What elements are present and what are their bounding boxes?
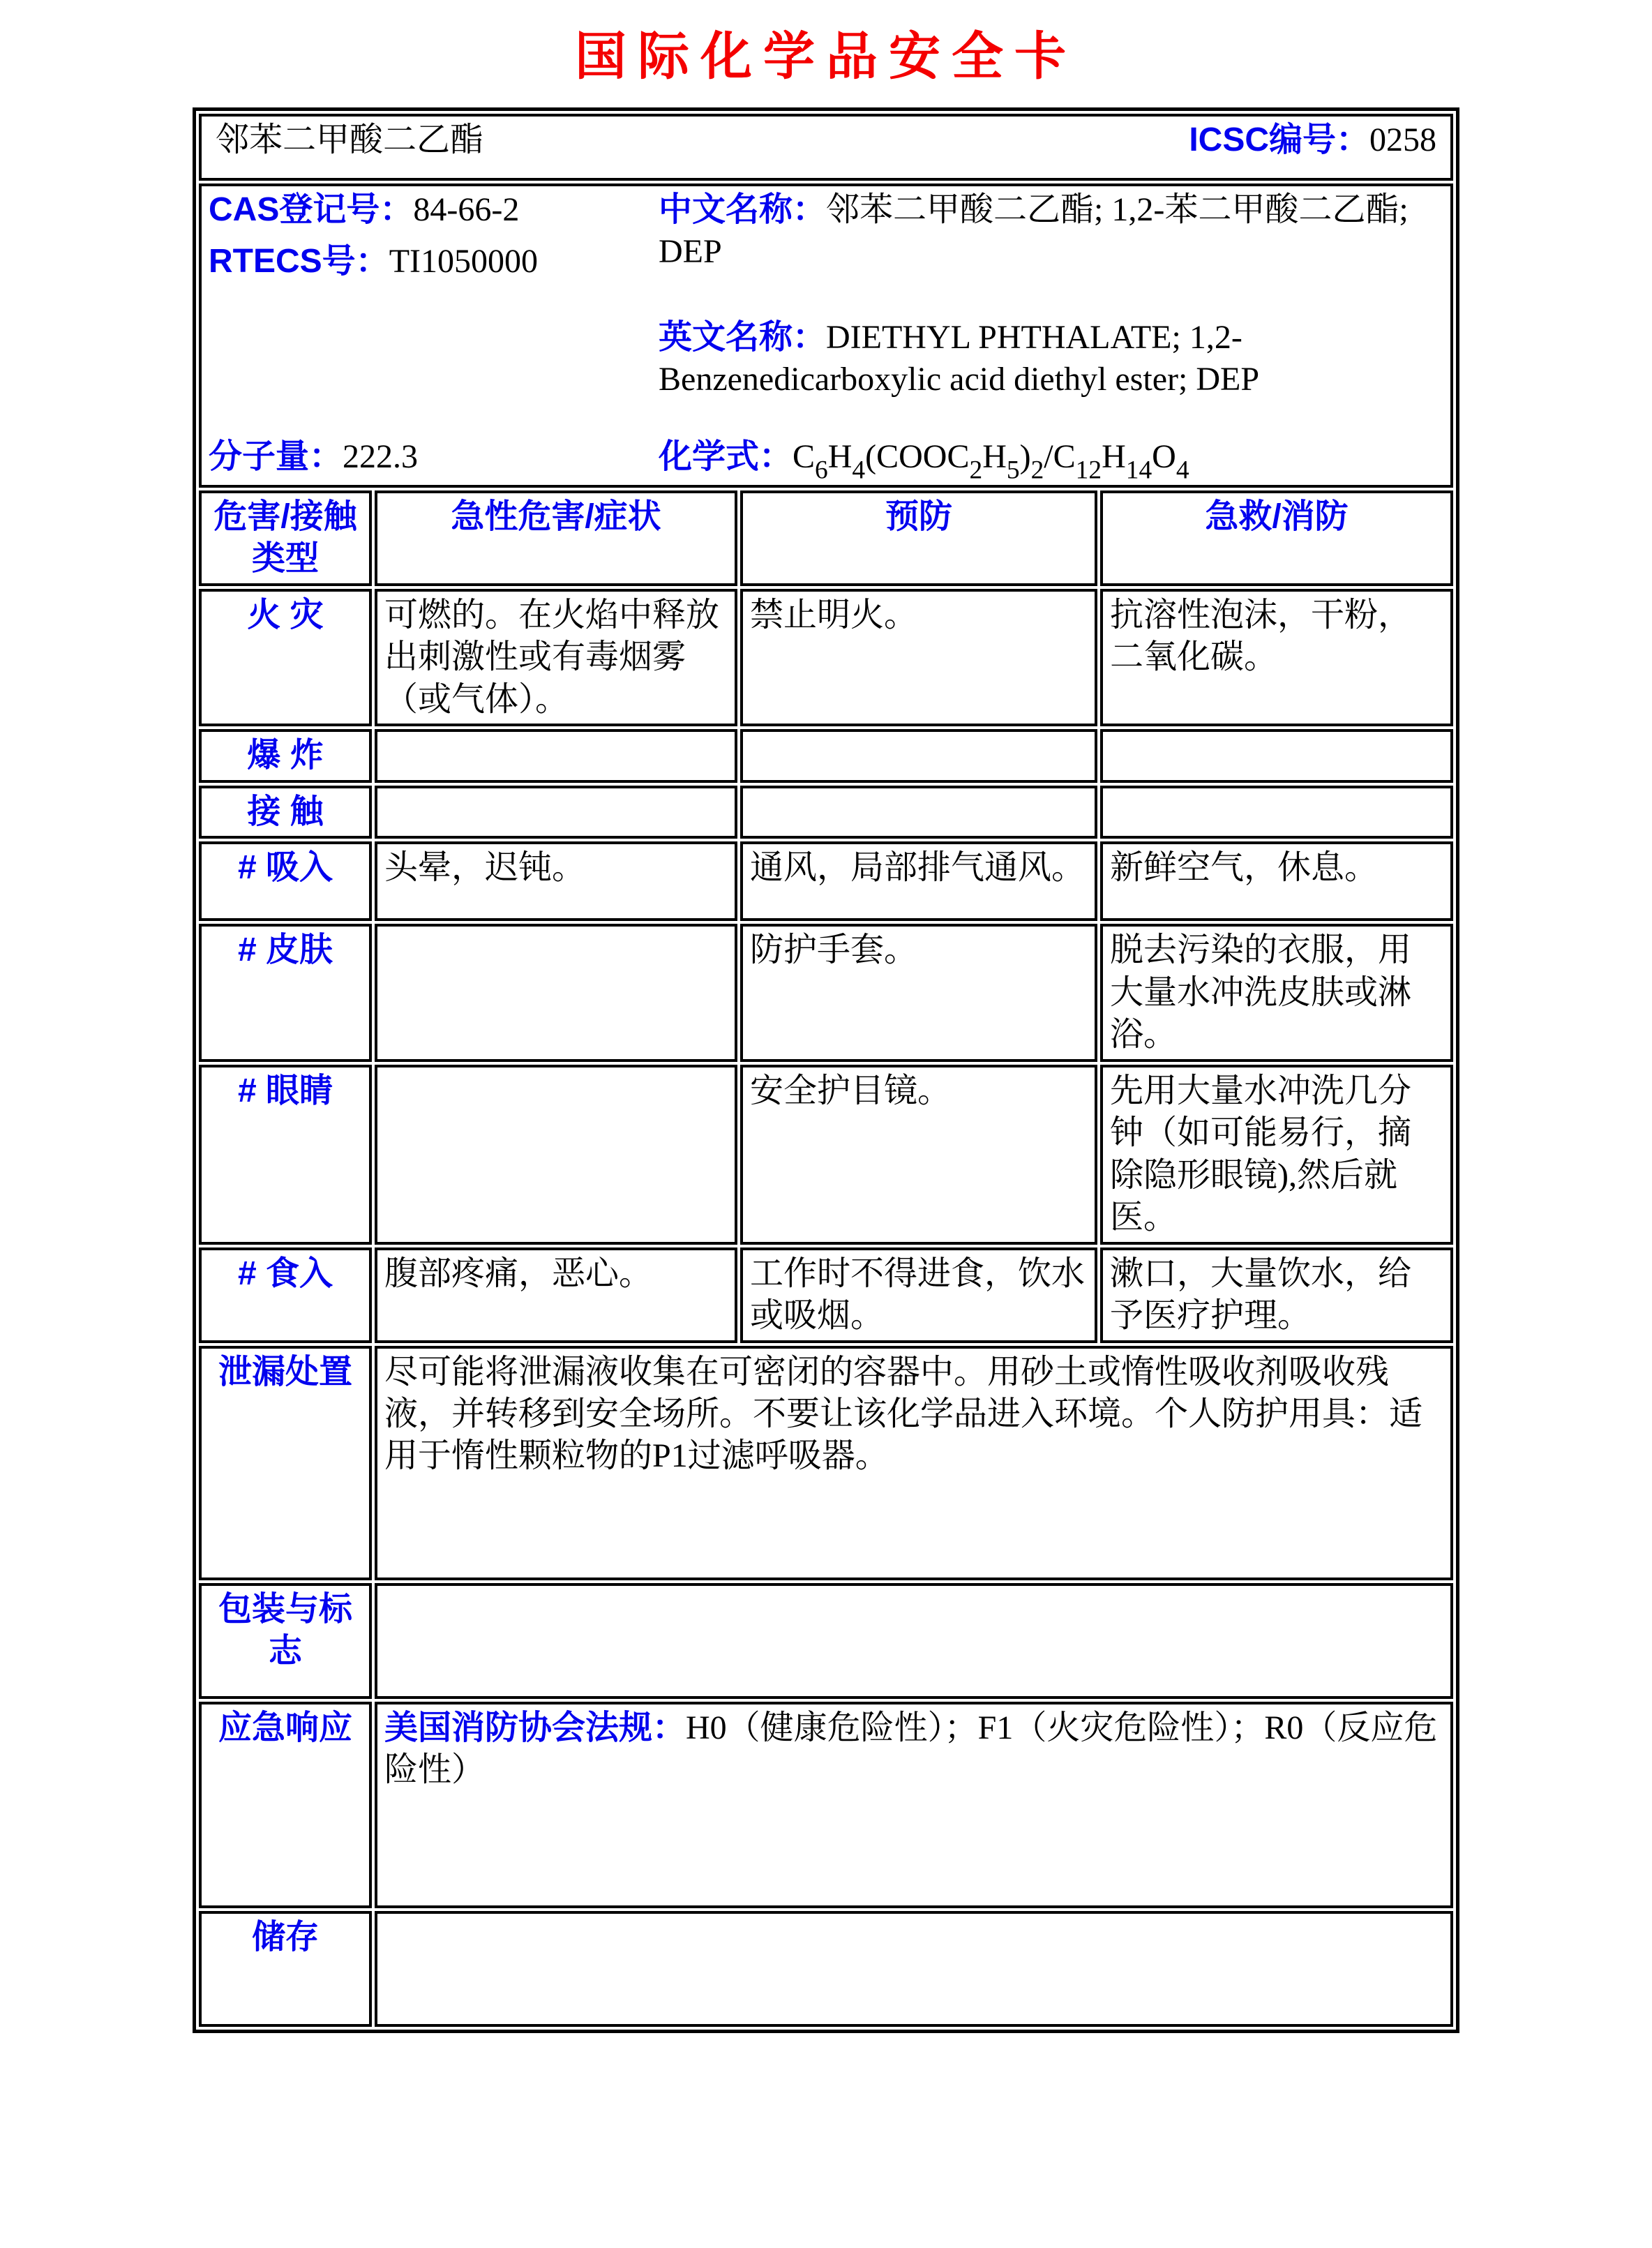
header-prevention: 预防 xyxy=(740,490,1097,586)
cas-value: 84-66-2 xyxy=(413,191,520,228)
contact-symptoms xyxy=(375,786,737,839)
table-row-packaging xyxy=(199,1583,1453,1699)
row-label-fire: 火 灾 xyxy=(199,589,372,726)
row-label-skin: # 皮肤 xyxy=(199,924,372,1061)
skin-prevention: 防护手套。 xyxy=(740,924,1097,1061)
icsc-number xyxy=(1189,119,1436,161)
row-label-emergency: 应急响应 xyxy=(199,1702,372,1908)
table-row-fire xyxy=(199,589,1453,726)
eyes-firstaid: 先用大量水冲洗几分钟（如可能易行，摘除隐形眼镜),然后就医。 xyxy=(1100,1065,1453,1245)
row-label-contact: 接 触 xyxy=(199,786,372,839)
contact-prevention xyxy=(740,786,1097,839)
table-row-explosion xyxy=(199,729,1453,782)
fire-prevention: 禁止明火。 xyxy=(740,589,1097,726)
skin-firstaid: 脱去污染的衣服，用大量水冲洗皮肤或淋浴。 xyxy=(1100,924,1453,1061)
molecular-weight xyxy=(209,436,659,482)
icsc-number-label: ICSC编号： xyxy=(1189,121,1369,158)
table-row-skin xyxy=(199,924,1453,1061)
chemical-name: 邻苯二甲酸二乙酯 xyxy=(216,121,484,158)
cas-label: CAS登记号： xyxy=(209,191,414,228)
chemical-formula xyxy=(659,436,1419,485)
skin-symptoms xyxy=(375,924,737,1061)
table-row-ingestion xyxy=(199,1247,1453,1343)
icsc-table xyxy=(193,107,1459,2033)
ingestion-firstaid: 漱口，大量饮水，给予医疗护理。 xyxy=(1100,1247,1453,1343)
rtecs-number xyxy=(209,241,659,283)
chinese-name xyxy=(659,189,1419,273)
card-header-cell xyxy=(199,114,1453,181)
row-label-storage: 储存 xyxy=(199,1911,372,2027)
packaging-text xyxy=(375,1583,1453,1699)
table-row-storage xyxy=(199,1911,1453,2027)
identifiers-cell xyxy=(199,183,1453,488)
inhalation-prevention: 通风，局部排气通风。 xyxy=(740,841,1097,921)
table-row xyxy=(199,183,1453,488)
chinese-name-value: 邻苯二甲酸二乙酯; 1,2-苯二甲酸二乙酯; DEP xyxy=(659,191,1409,271)
rtecs-label: RTECS号： xyxy=(209,243,389,280)
spillage-text: 尽可能将泄漏液收集在可密闭的容器中。用砂土或惰性吸收剂吸收残液，并转移到安全场所。不要让该化学品进入环境。个人防护用具：适用于惰性颗粒物的P1过滤呼吸器。 xyxy=(375,1346,1453,1580)
table-row-spillage xyxy=(199,1346,1453,1580)
row-label-eyes: # 眼睛 xyxy=(199,1065,372,1245)
english-name-label: 英文名称： xyxy=(659,318,827,356)
english-name-value: DIETHYL PHTHALATE; 1,2-Benzenedicarboxylic acid diethyl ester; DEP xyxy=(659,318,1260,398)
fire-symptoms: 可燃的。在火焰中释放出刺激性或有毒烟雾（或气体）。 xyxy=(375,589,737,726)
nfpa-code-value: H0（健康危险性）；F1（火灾危险性）；R0（反应危险性） xyxy=(384,1709,1438,1788)
fire-firstaid: 抗溶性泡沫，干粉，二氧化碳。 xyxy=(1100,589,1453,726)
header-acute-hazards: 急性危害/症状 xyxy=(375,490,737,586)
molecular-weight-label: 分子量： xyxy=(209,437,343,475)
storage-text xyxy=(375,1911,1453,2027)
page-title: 国际化学品安全卡 xyxy=(575,27,1077,87)
chemical-names xyxy=(659,189,1419,436)
table-row-eyes xyxy=(199,1065,1453,1245)
table-row xyxy=(199,114,1453,181)
nfpa-code-label: 美国消防协会法规： xyxy=(384,1709,686,1746)
emergency-text xyxy=(375,1702,1453,1908)
row-label-ingestion: # 食入 xyxy=(199,1247,372,1343)
cas-number xyxy=(209,189,659,231)
icsc-number-value: 0258 xyxy=(1369,121,1436,158)
table-header-row xyxy=(199,490,1453,586)
row-label-packaging: 包装与标志 xyxy=(199,1583,372,1699)
header-hazard-type: 危害/接触类型 xyxy=(199,490,372,586)
table-row-contact xyxy=(199,786,1453,839)
table-row-emergency xyxy=(199,1702,1453,1908)
explosion-symptoms xyxy=(375,729,737,782)
row-label-spillage: 泄漏处置 xyxy=(199,1346,372,1580)
row-label-inhalation: # 吸入 xyxy=(199,841,372,921)
explosion-firstaid xyxy=(1100,729,1453,782)
eyes-symptoms xyxy=(375,1065,737,1245)
header-firstaid: 急救/消防 xyxy=(1100,490,1453,586)
ingestion-symptoms: 腹部疼痛，恶心。 xyxy=(375,1247,737,1343)
chemical-formula-value: $C_6H_4(COOC_2H_5)_2/C_{12}H_{14}O_4$ xyxy=(793,437,1189,485)
english-name xyxy=(659,317,1419,401)
rtecs-value: TI1050000 xyxy=(389,243,538,280)
row-label-explosion: 爆 炸 xyxy=(199,729,372,782)
eyes-prevention: 安全护目镜。 xyxy=(740,1065,1097,1245)
molecular-weight-value: 222.3 xyxy=(343,437,419,475)
chemical-formula-label: 化学式： xyxy=(659,437,793,475)
inhalation-firstaid: 新鲜空气，休息。 xyxy=(1100,841,1453,921)
explosion-prevention xyxy=(740,729,1097,782)
contact-firstaid xyxy=(1100,786,1453,839)
inhalation-symptoms: 头晕，迟钝。 xyxy=(375,841,737,921)
ingestion-prevention: 工作时不得进食，饮水或吸烟。 xyxy=(740,1247,1097,1343)
chinese-name-label: 中文名称： xyxy=(659,191,827,228)
registry-numbers xyxy=(209,189,659,436)
table-row-inhalation xyxy=(199,841,1453,921)
